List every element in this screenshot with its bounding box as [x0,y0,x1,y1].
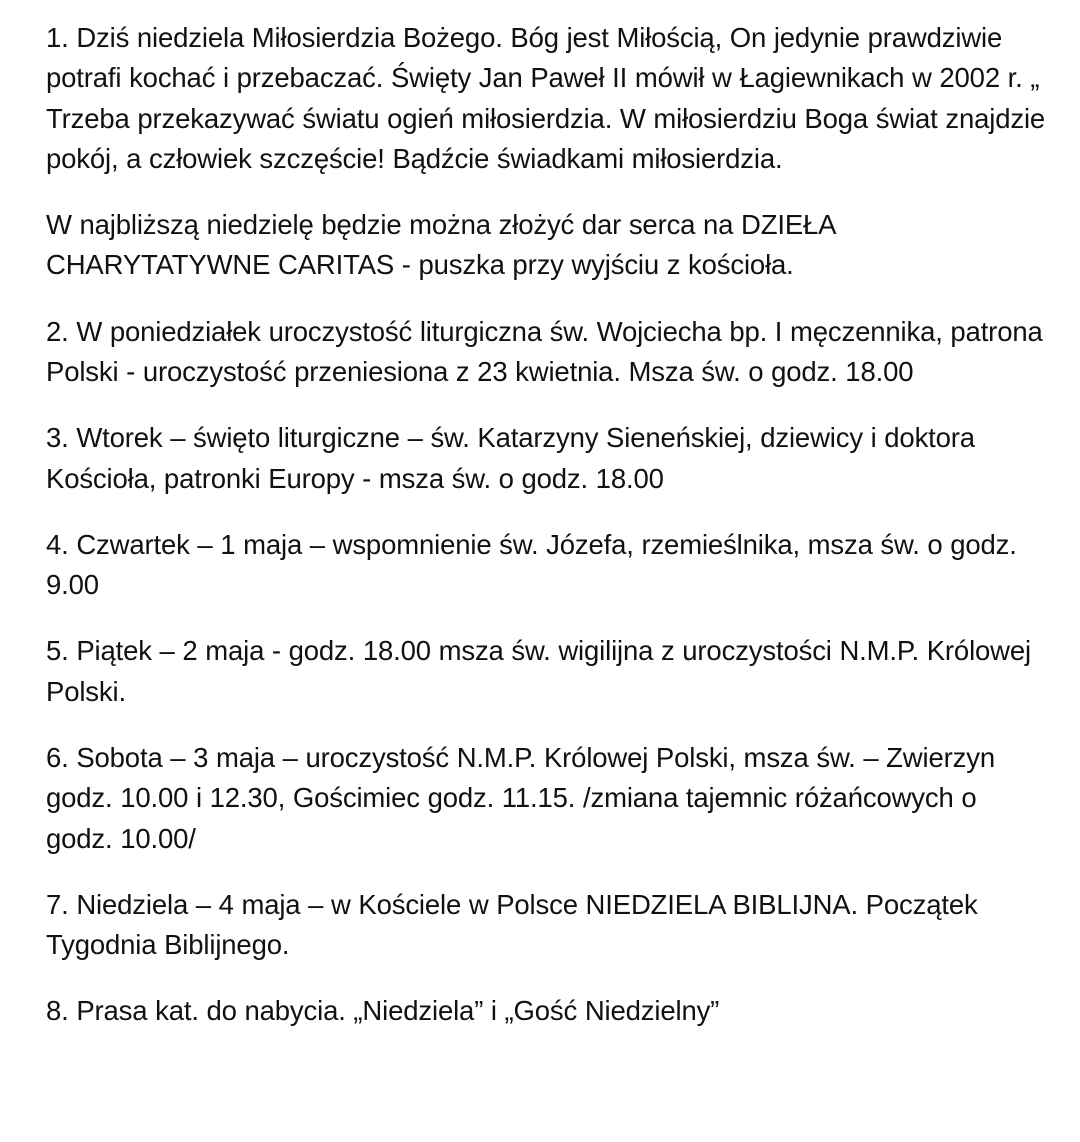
announcement-item-4: 4. Czwartek – 1 maja – wspomnienie św. Józefa, rzemieślnika, msza św. o godz. 9.00 [46,528,1017,601]
announcement-item-3: 3. Wtorek – święto liturgiczne – św. Katarzyny Sieneńskiej, dziewicy i doktora Kościoła, patronki Europy - msza św. o godz. 18.00 [46,422,975,494]
announcement-item-5: 5. Piątek – 2 maja - godz. 18.00 msza św. wigilijna z uroczystości N.M.P. Królowej Polski. [46,635,1031,707]
announcement-item-1: 1. Dziś niedziela Miłosierdzia Bożego. Bóg jest Miłością, On jedynie prawdziwie potrafi kochać i przebaczać. Święty Jan Paweł II mówił w Łagiewnikach w 2002 r. „ Trzeba przekazywać światu ogień miłosierdzia. W miłosierdziu Boga świat znajdzie pokój, a człowiek szczęście! Bądźcie świadkami miłosierdzia. [46,22,1046,174]
announcement-item-7: 7. Niedziela – 4 maja – w Kościele w Polsce NIEDZIELA BIBLIJNA. Początek Tygodnia Biblijnego. [46,888,978,961]
announcement-item-2: 2. W poniedziałek uroczystość liturgiczna św. Wojciecha bp. I męczennika, patrona Polski - uroczystość przeniesiona z 23 kwietnia. Msza św. o godz. 18.00 [46,315,1043,387]
announcement-item-1-note: W najbliższą niedzielę będzie można złożyć dar serca na DZIEŁA CHARYTATYWNE CARITAS - puszka przy wyjściu z kościoła. [46,209,835,281]
announcement-item-6: 6. Sobota – 3 maja – uroczystość N.M.P. Królowej Polski, msza św. – Zwierzyn godz. 10.00 i 12.30, Gościmiec godz. 11.15. /zmiana tajemnic różańcowych o godz. 10.00/ [46,741,995,854]
announcement-item-8: 8. Prasa kat. do nabycia. „Niedziela” i „Gość Niedzielny” [46,995,720,1027]
